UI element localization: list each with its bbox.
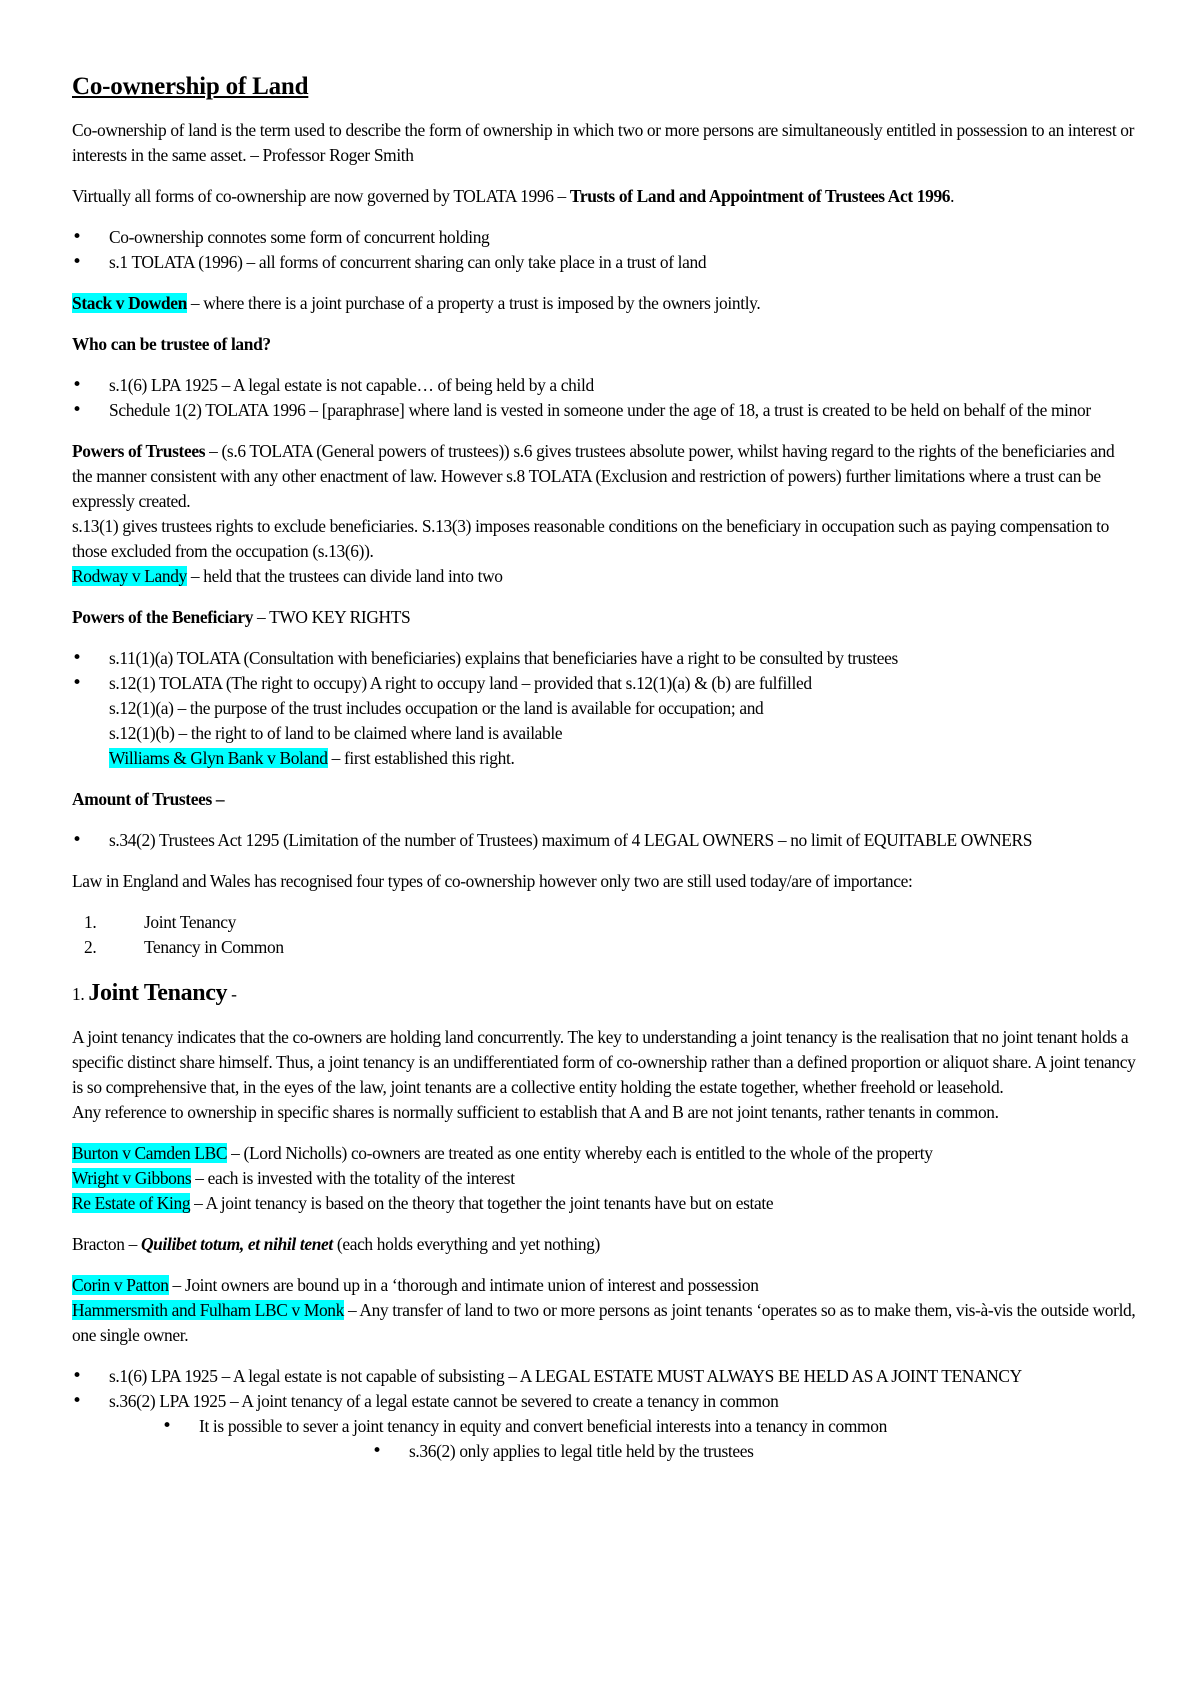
page-title: Co-ownership of Land xyxy=(72,73,309,100)
stack-paragraph xyxy=(72,291,1138,316)
list-item-line xyxy=(109,746,1138,771)
case-line xyxy=(72,1273,1138,1298)
list-item: • s.36(2) LPA 1925 – A joint tenancy of a legal estate cannot be severed to create a tenancy in common xyxy=(72,1389,1138,1414)
case-name-highlight: Burton v Camden LBC xyxy=(72,1143,228,1163)
list-item: • s.11(1)(a) TOLATA (Consultation with beneficiaries) explains that beneficiaries have a right to be consulted by trustees xyxy=(72,646,1138,671)
case-line xyxy=(72,1166,1138,1191)
case-text: – Joint owners are bound up in a ‘thorough and intimate union of interest and possession xyxy=(168,1275,759,1295)
list-item xyxy=(72,935,1138,960)
case-text: – first established this right. xyxy=(327,748,515,768)
powers-beneficiary-paragraph xyxy=(72,605,1138,630)
list-item: • s.1 TOLATA (1996) – all forms of concurrent sharing can only take place in a trust of land xyxy=(72,250,1138,275)
list-item-line: s.12(1)(b) – the right to of land to be claimed where land is available xyxy=(109,723,563,743)
intro-paragraph: Co-ownership of land is the term used to describe the form of ownership in which two or more persons are simultaneously entitled in possession to an interest or interests in the same asset. – Professor Roger Smith xyxy=(72,120,1135,165)
case-name-highlight: Re Estate of King xyxy=(72,1193,191,1213)
list-item-line: • s.12(1) TOLATA (The right to occupy) A right to occupy land – provided that s.12(1)(a) & (b) are fulfilled xyxy=(109,673,812,693)
tolata-post: . xyxy=(950,186,955,206)
case-name-highlight: Corin v Patton xyxy=(72,1275,169,1295)
powers-trustees-text: – (s.6 TOLATA (General powers of trustees)) s.6 gives trustees absolute power, whilst having regard to the rights of the beneficiaries and the manner consistent with any other enactment of law. However s.8 TOLATA (Exclusion and restriction of powers) further limitations where a trust can be expressly created. xyxy=(72,441,1115,511)
document-page xyxy=(72,70,1138,1464)
case-text: – where there is a joint purchase of a property a trust is imposed by the owners jointly. xyxy=(186,293,761,313)
types-list xyxy=(72,910,1138,960)
case-text: – Any transfer of land to two or more persons as joint tenants ‘operates so as to make them, vis-à-vis the outside world, one single owner. xyxy=(72,1300,1136,1345)
tolata-paragraph xyxy=(72,184,1138,209)
bullet-list-2 xyxy=(72,373,1138,423)
s13-paragraph: s.13(1) gives trustees rights to exclude beneficiaries. S.13(3) imposes reasonable conditions on the beneficiary in occupation such as paying compensation to those excluded from the occupation (s.13(6)). xyxy=(72,516,1109,561)
case-name-highlight: Stack v Dowden xyxy=(72,293,187,313)
list-item: • It is possible to sever a joint tenancy in equity and convert beneficial interests into a tenancy in common xyxy=(162,1414,1138,1439)
section-dash: - xyxy=(227,984,237,1004)
joint-tenancy-paragraph: A joint tenancy indicates that the co-owners are holding land concurrently. The key to understanding a joint tenancy is the realisation that no joint tenant holds a specific distinct share himself. Thus, a joint tenancy is an undifferentiated form of co-ownership rather than a defined proportion or aliquot share. A joint tenancy is so comprehensive that, in the eyes of the law, joint tenants are a collective entity holding the estate together, whether freehold or leasehold. xyxy=(72,1027,1136,1097)
list-item: • Co-ownership connotes some form of concurrent holding xyxy=(72,225,1138,250)
list-item xyxy=(72,910,1138,935)
rodway-paragraph xyxy=(72,564,1138,589)
sub-sub-bullet-list xyxy=(72,1439,1138,1464)
bullet-list-4 xyxy=(72,828,1138,853)
amount-heading-text: Amount of Trustees – xyxy=(72,789,225,809)
powers-beneficiary-label: Powers of the Beneficiary xyxy=(72,607,254,627)
tolata-act-name: Trusts of Land and Appointment of Trustees Act 1996 xyxy=(569,186,951,206)
list-number: 1. xyxy=(84,912,97,932)
list-label: Tenancy in Common xyxy=(144,937,284,957)
bracton-paragraph xyxy=(72,1232,1138,1257)
bracton-pre: Bracton – xyxy=(72,1234,141,1254)
who-heading xyxy=(72,332,1138,357)
powers-trustees-paragraph xyxy=(72,439,1138,514)
cases-block-1 xyxy=(72,1141,1138,1216)
cases-block-2 xyxy=(72,1273,1138,1348)
case-text: – A joint tenancy is based on the theory that together the joint tenants have but on estate xyxy=(190,1193,774,1213)
section-number: 1. xyxy=(72,984,89,1004)
powers-trustees-label: Powers of Trustees xyxy=(72,441,206,461)
list-item xyxy=(72,671,1138,771)
list-item: • s.1(6) LPA 1925 – A legal estate is not capable… of being held by a child xyxy=(72,373,1138,398)
case-name-highlight: Williams & Glyn Bank v Boland xyxy=(109,748,328,768)
case-text: – held that the trustees can divide land into two xyxy=(186,566,503,586)
powers-beneficiary-text: – TWO KEY RIGHTS xyxy=(253,607,411,627)
amount-heading xyxy=(72,787,1138,812)
case-text: – each is invested with the totality of the interest xyxy=(191,1168,515,1188)
sub-bullet-list xyxy=(72,1414,1138,1439)
tolata-pre: Virtually all forms of co-ownership are now governed by TOLATA 1996 – xyxy=(72,186,570,206)
list-label: Joint Tenancy xyxy=(144,912,236,932)
case-name-highlight: Wright v Gibbons xyxy=(72,1168,192,1188)
section-heading-joint-tenancy xyxy=(72,976,1138,1011)
joint-tenancy-paragraph-2: Any reference to ownership in specific shares is normally sufficient to establish that A and B are not joint tenants, rather tenants in common. xyxy=(72,1102,999,1122)
bullet-list-3 xyxy=(72,646,1138,771)
case-name-highlight: Hammersmith and Fulham LBC v Monk xyxy=(72,1300,344,1320)
list-item: • s.34(2) Trustees Act 1295 (Limitation of the number of Trustees) maximum of 4 LEGAL OWNERS – no limit of EQUITABLE OWNERS xyxy=(72,828,1138,853)
list-item: • s.1(6) LPA 1925 – A legal estate is not capable of subsisting – A LEGAL ESTATE MUST ALWAYS BE HELD AS A JOINT TENANCY xyxy=(72,1364,1138,1389)
list-item: • Schedule 1(2) TOLATA 1996 – [paraphrase] where land is vested in someone under the age of 18, a trust is created to be held on behalf of the minor xyxy=(72,398,1138,423)
bullet-list-1 xyxy=(72,225,1138,275)
who-heading-text: Who can be trustee of land? xyxy=(72,334,271,354)
list-item-line: s.12(1)(a) – the purpose of the trust includes occupation or the land is available for occupation; and xyxy=(109,698,764,718)
bracton-latin: Quilibet totum, et nihil tenet xyxy=(140,1234,333,1254)
bracton-post: (each holds everything and yet nothing) xyxy=(332,1234,600,1254)
list-item: • s.36(2) only applies to legal title held by the trustees xyxy=(372,1439,1138,1464)
case-name-highlight: Rodway v Landy xyxy=(72,566,187,586)
case-line xyxy=(72,1298,1138,1348)
section-title: Joint Tenancy xyxy=(88,980,228,1006)
case-line xyxy=(72,1141,1138,1166)
bullet-list-5 xyxy=(72,1364,1138,1414)
case-text: – (Lord Nicholls) co-owners are treated as one entity whereby each is entitled to the whole of the property xyxy=(227,1143,933,1163)
law-paragraph: Law in England and Wales has recognised four types of co-ownership however only two are still used today/are of importance: xyxy=(72,871,913,891)
list-number: 2. xyxy=(84,937,97,957)
case-line xyxy=(72,1191,1138,1216)
